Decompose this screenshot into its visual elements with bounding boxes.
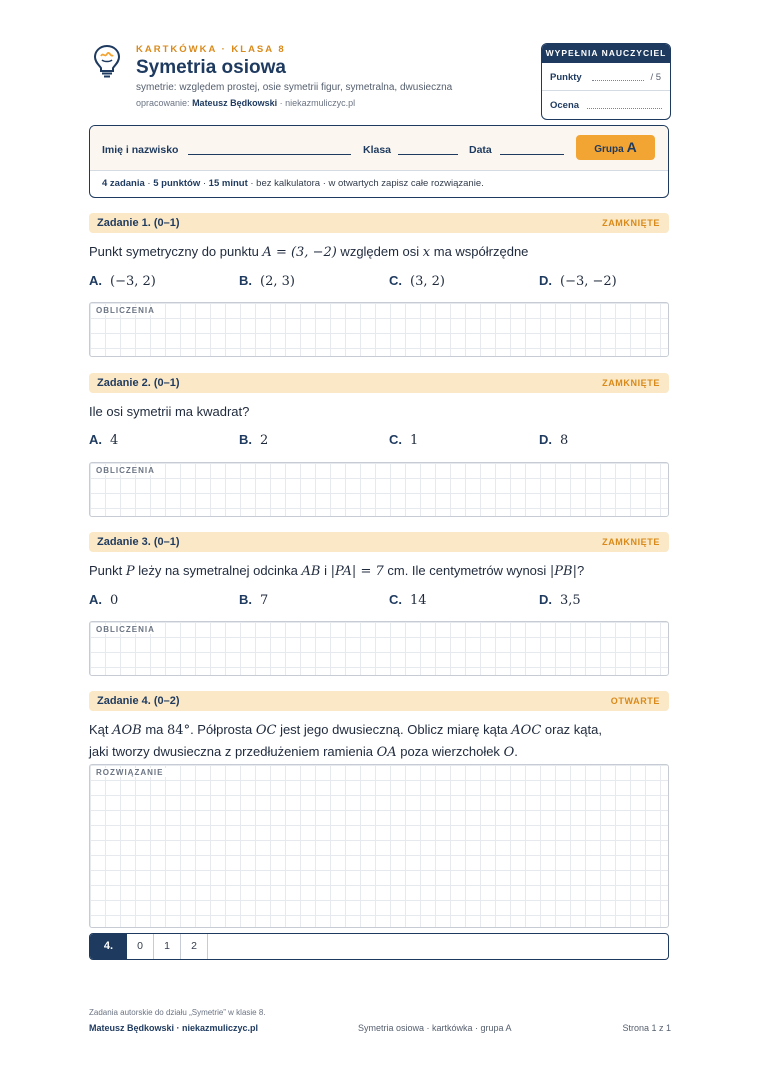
- q-math: P: [125, 564, 135, 579]
- teacher-grade-row: [542, 91, 670, 119]
- date-field[interactable]: [500, 154, 564, 155]
- task-1-answer-a[interactable]: [89, 273, 156, 289]
- q-text: Kąt: [89, 722, 113, 737]
- points-max: / 5: [650, 72, 661, 83]
- q-math: |PB|: [549, 564, 577, 579]
- task-3-question: [89, 563, 584, 579]
- answer-value: 3,5: [560, 593, 581, 608]
- task-1-answer-d[interactable]: [539, 273, 617, 289]
- task-2-tag: ZAMKNIĘTE: [602, 378, 660, 388]
- task-3-header: [89, 532, 669, 552]
- task-1-header: [89, 213, 669, 233]
- test-info: 4 zadania · 5 punktów · 15 minut · bez kalkulatora · w otwartych zapisz całe rozwiązanie.: [102, 178, 484, 189]
- task-2-answer-b[interactable]: [239, 432, 268, 448]
- answer-value: (2, 3): [260, 274, 295, 289]
- q-math: OA: [376, 745, 397, 760]
- q-text: .: [514, 744, 518, 759]
- task-4-work-area[interactable]: [89, 764, 669, 928]
- score-bar: [89, 933, 669, 960]
- task-3-answer-d[interactable]: [539, 592, 581, 608]
- date-label: Data: [469, 144, 492, 156]
- work-label: OBLICZENIA: [96, 306, 158, 315]
- info-rest: · bez kalkulatora · w otwartych zapisz całe rozwiązanie.: [250, 178, 484, 189]
- q-text: względem osi: [336, 244, 423, 259]
- q-math: A = (3, −2): [262, 245, 337, 260]
- answer-value: (3, 2): [410, 274, 445, 289]
- name-field[interactable]: [188, 154, 351, 155]
- answer-value: (−3, −2): [560, 274, 617, 289]
- q-text: jest jego dwusieczną. Oblicz miarę kąta: [276, 722, 512, 737]
- group-letter: A: [626, 139, 637, 155]
- answer-letter: A.: [89, 432, 102, 447]
- teacher-points-row: [542, 63, 670, 91]
- task-1-work-area[interactable]: [89, 302, 669, 357]
- doc-credit: [136, 98, 355, 108]
- task-3-work-area[interactable]: [89, 621, 669, 676]
- task-1-question: [89, 244, 528, 260]
- task-4-title: Zadanie 4. (0–2): [97, 695, 180, 707]
- task-3-answer-b[interactable]: [239, 592, 268, 608]
- q-text: cm. Ile centymetrów wynosi: [383, 563, 550, 578]
- work-label: OBLICZENIA: [96, 466, 158, 475]
- grade-label: Ocena: [550, 100, 580, 111]
- answer-letter: D.: [539, 592, 552, 607]
- group-badge: [576, 135, 655, 160]
- q-text: oraz kąta,: [541, 722, 602, 737]
- answer-letter: C.: [389, 432, 402, 447]
- student-info-box: [89, 125, 669, 198]
- answer-value: 0: [110, 593, 119, 608]
- task-3-answer-a[interactable]: [89, 592, 118, 608]
- score-task-number: 4.: [90, 934, 127, 959]
- lightbulb-logo-icon: [92, 44, 122, 78]
- answer-value: 1: [410, 433, 419, 448]
- q-math: |PA| = 7: [330, 564, 384, 579]
- q-math: 84°: [167, 723, 191, 738]
- task-1-answer-c[interactable]: [389, 273, 445, 289]
- grade-field[interactable]: [587, 108, 662, 109]
- q-text: poza wierzchołek: [396, 744, 504, 759]
- task-2-title: Zadanie 2. (0–1): [97, 377, 180, 389]
- answer-value: 8: [560, 433, 569, 448]
- q-text: ?: [576, 563, 585, 578]
- footer-center: Symetria osiowa · kartkówka · grupa A: [358, 1023, 512, 1033]
- task-2-answer-d[interactable]: [539, 432, 568, 448]
- student-fields: [90, 126, 668, 171]
- task-1-answer-b[interactable]: [239, 273, 295, 289]
- teacher-box: [541, 43, 671, 120]
- class-label: Klasa: [363, 144, 392, 156]
- task-4-question-line-1: [89, 722, 602, 738]
- task-3-tag: ZAMKNIĘTE: [602, 537, 660, 547]
- q-text: leży na symetralnej odcinka: [134, 563, 302, 578]
- q-text: ma: [141, 722, 168, 737]
- task-2-header: [89, 373, 669, 393]
- q-text: ma współrzędne: [430, 244, 529, 259]
- answer-letter: D.: [539, 432, 552, 447]
- answer-value: 7: [260, 593, 269, 608]
- task-4-header: [89, 691, 669, 711]
- answer-value: 4: [110, 433, 119, 448]
- task-1-title: Zadanie 1. (0–1): [97, 217, 180, 229]
- answer-letter: B.: [239, 592, 252, 607]
- doc-kicker: KARTKÓWKA · KLASA 8: [136, 44, 286, 55]
- answer-letter: C.: [389, 592, 402, 607]
- class-field[interactable]: [398, 154, 458, 155]
- group-label: Grupa: [594, 144, 624, 155]
- work-label: ROZWIĄZANIE: [96, 768, 166, 777]
- task-3-answer-c[interactable]: [389, 592, 427, 608]
- credit-prefix: opracowanie:: [136, 98, 190, 108]
- task-4-question-line-2: [89, 744, 518, 760]
- q-math: AOC: [511, 723, 542, 738]
- score-option-1[interactable]: 1: [154, 934, 181, 959]
- info-time: 15 minut: [208, 178, 248, 189]
- answer-letter: A.: [89, 273, 102, 288]
- q-text: . Półprosta: [190, 722, 256, 737]
- credit-author: Mateusz Będkowski: [192, 98, 278, 108]
- work-label: OBLICZENIA: [96, 625, 158, 634]
- answer-letter: A.: [89, 592, 102, 607]
- q-math: AOB: [112, 723, 142, 738]
- q-math: O: [503, 745, 515, 760]
- info-points: 5 punktów: [153, 178, 201, 189]
- task-2-question: Ile osi symetrii ma kwadrat?: [89, 404, 250, 419]
- answer-letter: B.: [239, 432, 252, 447]
- score-option-2[interactable]: 2: [181, 934, 208, 959]
- task-4-tag: OTWARTE: [610, 696, 660, 706]
- task-3-title: Zadanie 3. (0–1): [97, 536, 180, 548]
- name-label: Imię i nazwisko: [102, 144, 179, 156]
- q-text: jaki tworzy dwusieczna z przedłużeniem ramienia: [89, 744, 377, 759]
- info-tasks: 4 zadania: [102, 178, 145, 189]
- q-text: Punkt symetryczny do punktu: [89, 244, 263, 259]
- footer-page: Strona 1 z 1: [622, 1023, 671, 1033]
- task-2-answer-a[interactable]: [89, 432, 118, 448]
- points-label: Punkty: [550, 72, 582, 83]
- task-2-answer-c[interactable]: [389, 432, 418, 448]
- credit-site: · niekazmuliczyc.pl: [279, 98, 356, 108]
- footer-author: Mateusz Będkowski · niekazmuliczyc.pl: [89, 1023, 259, 1033]
- teacher-box-title: WYPEŁNIA NAUCZYCIEL: [542, 44, 670, 63]
- task-1-tag: ZAMKNIĘTE: [602, 218, 660, 228]
- doc-subtitle: symetrie: względem prostej, osie symetrii figur, symetralna, dwusieczna: [136, 82, 453, 93]
- doc-title: Symetria osiowa: [136, 57, 286, 78]
- q-math: OC: [255, 723, 277, 738]
- answer-value: 2: [260, 433, 269, 448]
- score-option-0[interactable]: 0: [127, 934, 154, 959]
- q-text: Punkt: [89, 563, 126, 578]
- answer-value: 14: [410, 593, 427, 608]
- q-math: x: [422, 245, 431, 260]
- footer-note: Zadania autorskie do działu „Symetrie” w klasie 8.: [89, 1008, 266, 1017]
- answer-value: (−3, 2): [110, 274, 156, 289]
- q-text: i: [320, 563, 331, 578]
- points-field[interactable]: [592, 80, 644, 81]
- q-math: AB: [301, 564, 321, 579]
- task-2-work-area[interactable]: [89, 462, 669, 517]
- answer-letter: C.: [389, 273, 402, 288]
- answer-letter: B.: [239, 273, 252, 288]
- answer-letter: D.: [539, 273, 552, 288]
